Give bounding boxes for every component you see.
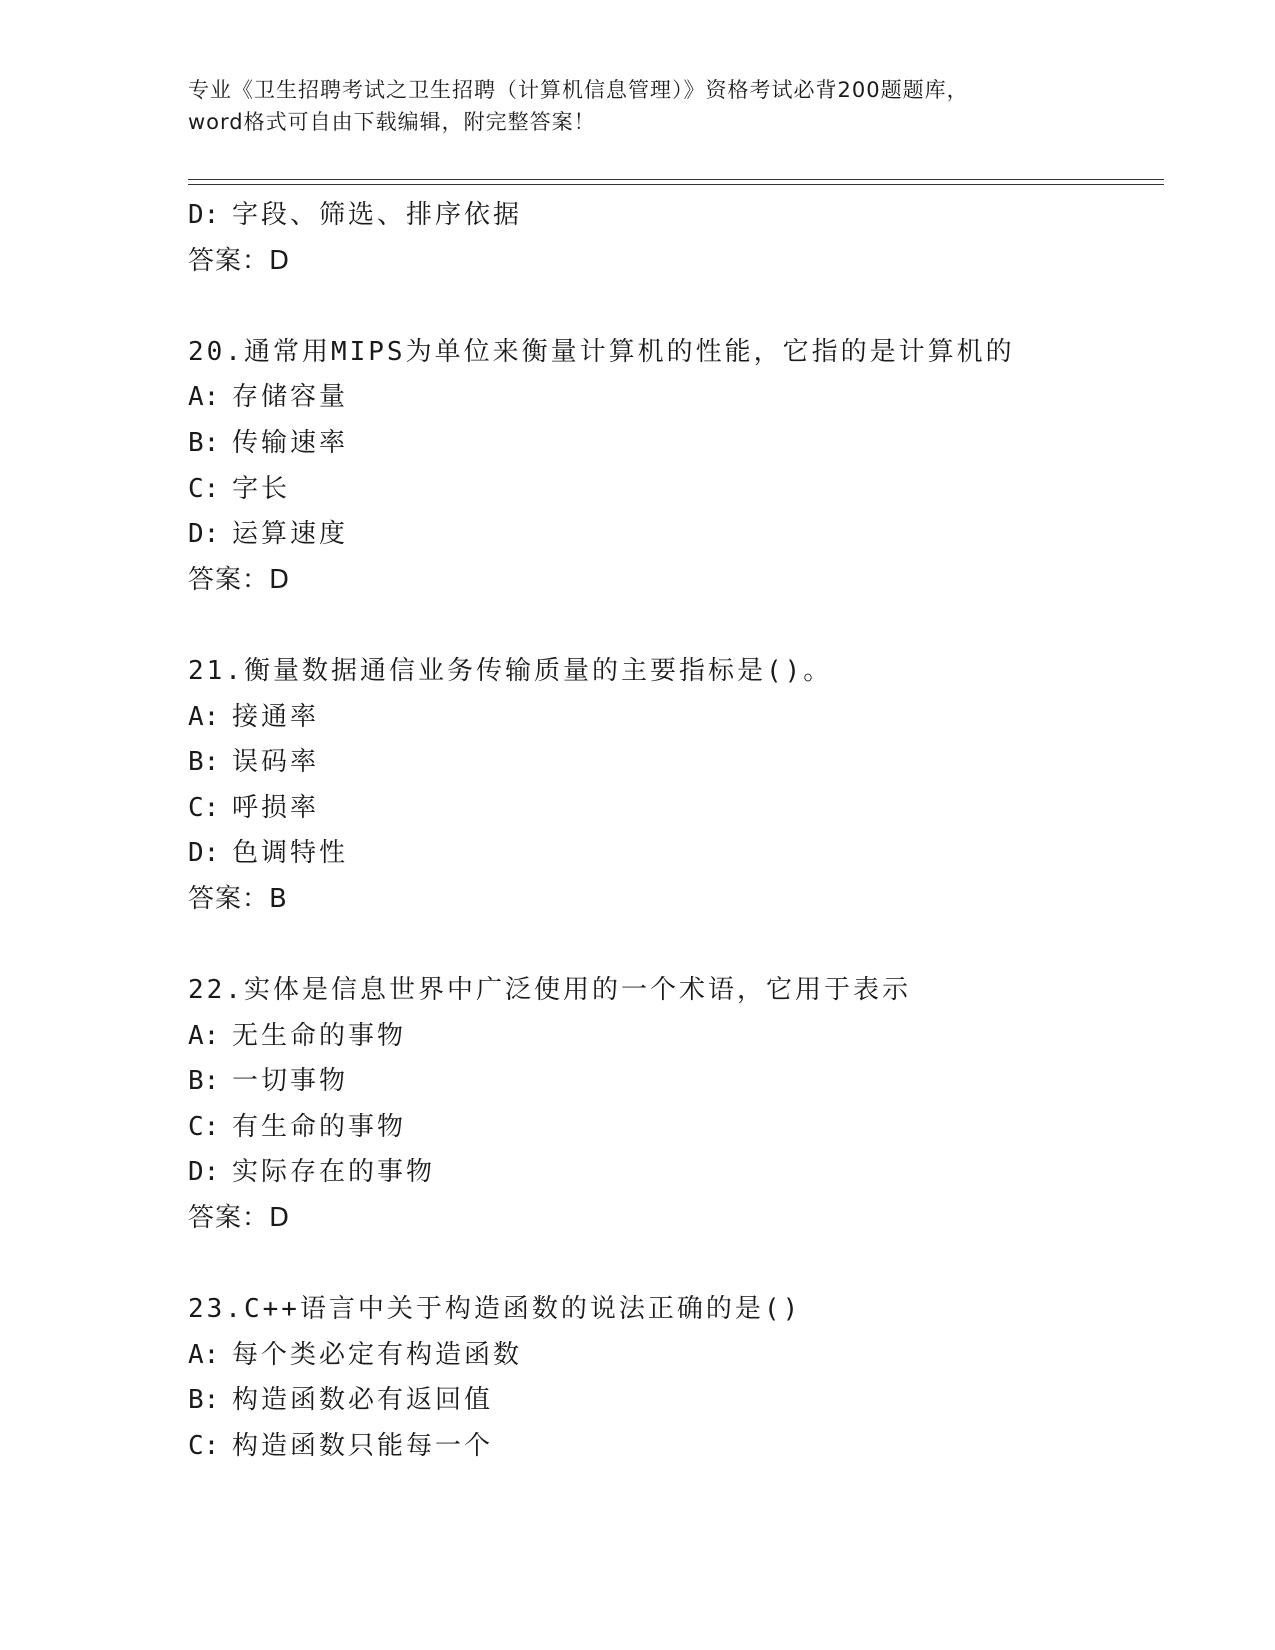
option-text: 一切事物 xyxy=(232,1066,349,1097)
option-row xyxy=(188,467,1164,513)
spacer xyxy=(188,603,1164,649)
spacer xyxy=(188,923,1164,969)
option-row xyxy=(188,786,1164,832)
spacer xyxy=(188,284,1164,330)
option-row xyxy=(188,1014,1164,1060)
option-row xyxy=(188,193,1164,239)
option-row xyxy=(188,1333,1164,1379)
question-stem: 22.实体是信息世界中广泛使用的一个术语，它用于表示 xyxy=(188,975,911,1006)
option-text: 实际存在的事物 xyxy=(232,1157,436,1188)
option-text: 色调特性 xyxy=(232,838,349,869)
option-letter: D: xyxy=(188,838,220,869)
option-letter: A: xyxy=(188,701,220,732)
option-row xyxy=(188,421,1164,467)
option-letter: A: xyxy=(188,382,220,413)
option-text: 字段、筛选、排序依据 xyxy=(232,200,523,230)
spacer xyxy=(188,1242,1164,1288)
option-letter: C: xyxy=(188,1111,220,1142)
answer-line: 答案：D xyxy=(188,245,291,276)
option-row xyxy=(188,1378,1164,1424)
option-row xyxy=(188,512,1164,558)
option-text: 运算速度 xyxy=(232,519,349,550)
question-list xyxy=(188,193,1164,1470)
option-text: 误码率 xyxy=(232,747,320,778)
option-letter: C: xyxy=(188,1431,220,1462)
option-letter: D: xyxy=(188,200,220,230)
option-text: 有生命的事物 xyxy=(232,1111,407,1142)
option-row xyxy=(188,831,1164,877)
option-text: 每个类必定有构造函数 xyxy=(232,1339,523,1370)
option-letter: B: xyxy=(188,747,220,778)
option-row xyxy=(188,1105,1164,1151)
option-text: 接通率 xyxy=(232,701,320,732)
option-row xyxy=(188,740,1164,786)
option-letter: C: xyxy=(188,473,220,504)
option-letter: A: xyxy=(188,1339,220,1370)
answer-line: 答案：D xyxy=(188,1203,291,1234)
option-letter: B: xyxy=(188,427,220,458)
answer-line: 答案：B xyxy=(188,883,288,914)
option-letter: C: xyxy=(188,792,220,823)
option-letter: A: xyxy=(188,1020,220,1051)
answer-line: 答案：D xyxy=(188,564,291,595)
question-stem: 21.衡量数据通信业务传输质量的主要指标是()。 xyxy=(188,655,833,686)
option-row xyxy=(188,1150,1164,1196)
option-row xyxy=(188,1424,1164,1470)
document-header xyxy=(188,74,1088,138)
option-letter: D: xyxy=(188,1157,220,1188)
option-row xyxy=(188,695,1164,741)
header-line-1: 专业《卫生招聘考试之卫生招聘（计算机信息管理）》资格考试必背200题题库， xyxy=(188,78,969,102)
header-line-2: word格式可自由下载编辑，附完整答案！ xyxy=(188,110,596,134)
option-text: 构造函数只能每一个 xyxy=(232,1431,494,1462)
option-text: 存储容量 xyxy=(232,382,349,413)
option-row xyxy=(188,375,1164,421)
option-row xyxy=(188,1059,1164,1105)
header-divider-bottom xyxy=(188,184,1164,185)
option-text: 无生命的事物 xyxy=(232,1020,407,1051)
header-divider-top xyxy=(188,179,1164,180)
option-text: 呼损率 xyxy=(232,792,320,823)
option-text: 传输速率 xyxy=(232,427,349,458)
option-text: 构造函数必有返回值 xyxy=(232,1385,494,1416)
option-letter: B: xyxy=(188,1385,220,1416)
option-letter: B: xyxy=(188,1066,220,1097)
option-letter: D: xyxy=(188,519,220,550)
question-stem: 23.C++语言中关于构造函数的说法正确的是() xyxy=(188,1294,802,1325)
question-stem: 20.通常用MIPS为单位来衡量计算机的性能，它指的是计算机的 xyxy=(188,336,1015,367)
option-text: 字长 xyxy=(232,473,291,504)
